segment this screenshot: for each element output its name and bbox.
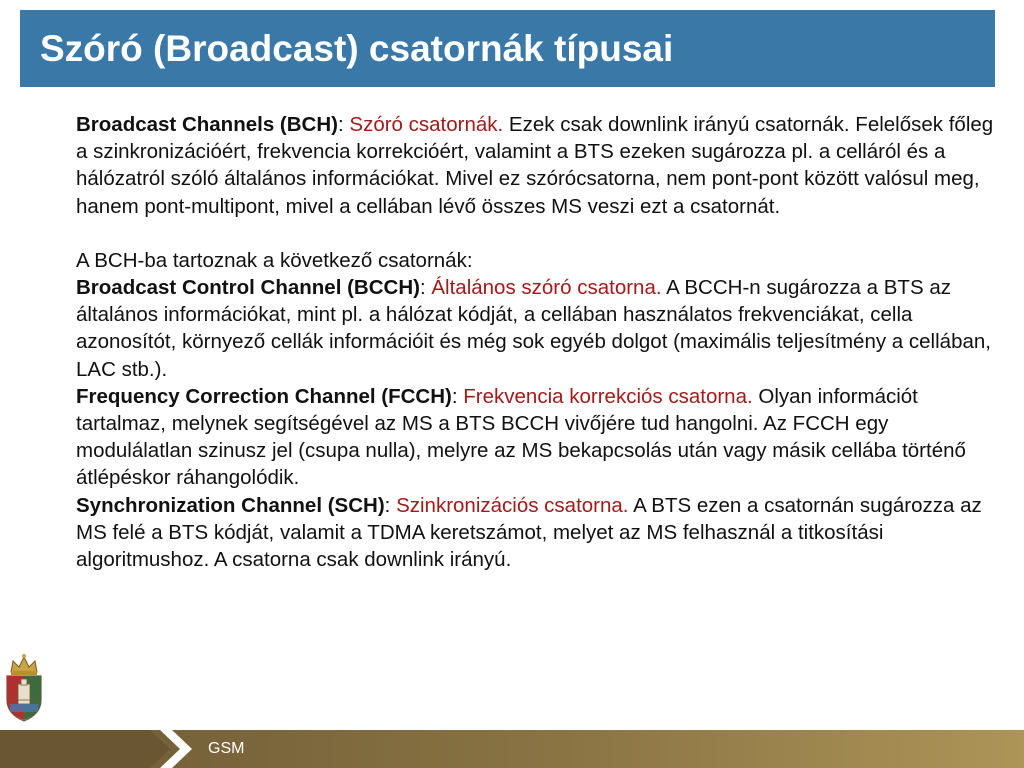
description-bcch: A BCCH-n sugározza a BTS az általános információkat, mint pl. a hálózat kódját, a cellában használatos frekvenciákat, cella azonosítót, környező cellák információit és még sok egyéb dolgot (maximális teljesítmény a cellában, LAC stb.). xyxy=(76,276,991,381)
paragraph-bch xyxy=(76,111,1001,220)
term-separator: : xyxy=(338,113,350,136)
translation-sch: Szinkronizációs csatorna. xyxy=(396,493,629,517)
slide-title: Szóró (Broadcast) csatornák típusai xyxy=(40,28,674,69)
chevron-right-icon xyxy=(0,730,200,768)
title-bar xyxy=(20,10,995,87)
description-fcch: Olyan információt tartalmaz, melynek segítségével az MS a BTS BCCH vivőjére tud hangolni. Az FCCH egy modulálatlan szinusz jel (csupa nulla), melyre az MS bekapcsolás után vagy másik cellába történő átlépéskor ráhangolódik. xyxy=(76,384,966,490)
footer-label: GSM xyxy=(208,740,245,757)
term-separator: : xyxy=(419,276,432,300)
term-bcch: Broadcast Control Channel (BCCH) xyxy=(76,276,420,300)
translation-fcch: Frekvencia korrekciós csatorna. xyxy=(463,384,753,408)
translation-bcch: Általános szóró csatorna. xyxy=(431,276,662,300)
term-bch: Broadcast Channels (BCH) xyxy=(76,113,338,136)
university-crest-icon xyxy=(2,652,46,724)
term-sch: Synchronization Channel (SCH) xyxy=(76,493,385,517)
slide-body xyxy=(76,111,1001,573)
footer-bar xyxy=(0,730,1024,768)
paragraph-spacer xyxy=(76,220,1001,247)
translation-bch: Szóró csatornák. xyxy=(349,113,504,136)
term-fcch: Frequency Correction Channel (FCCH) xyxy=(76,384,452,408)
term-separator: : xyxy=(384,493,397,517)
intro-line: A BCH-ba tartoznak a következő csatornák: xyxy=(76,248,473,272)
paragraph-fcch xyxy=(76,383,1001,492)
description-bch: Ezek csak downlink irányú csatornák. Felelősek főleg a szinkronizációért, frekvencia korrekcióért, valamint a BTS ezeken sugározza pl. a celláról és a hálózatról szóló általános információkat. Mivel ez szórócsatorna, nem pont-pont között valósul meg, hanem pont-multipont, mivel a cellában lévő összes MS veszi ezt a csatornát. xyxy=(76,113,994,218)
term-separator: : xyxy=(451,384,464,408)
paragraph-bcch xyxy=(76,274,1001,383)
paragraph-sch xyxy=(76,492,1001,574)
description-sch: A BTS ezen a csatornán sugározza az MS felé a BTS kódját, valamit a TDMA keretszámot, melyet az MS felhasznál a titkosítási algoritmushoz. A csatorna csak downlink irányú. xyxy=(76,493,982,572)
